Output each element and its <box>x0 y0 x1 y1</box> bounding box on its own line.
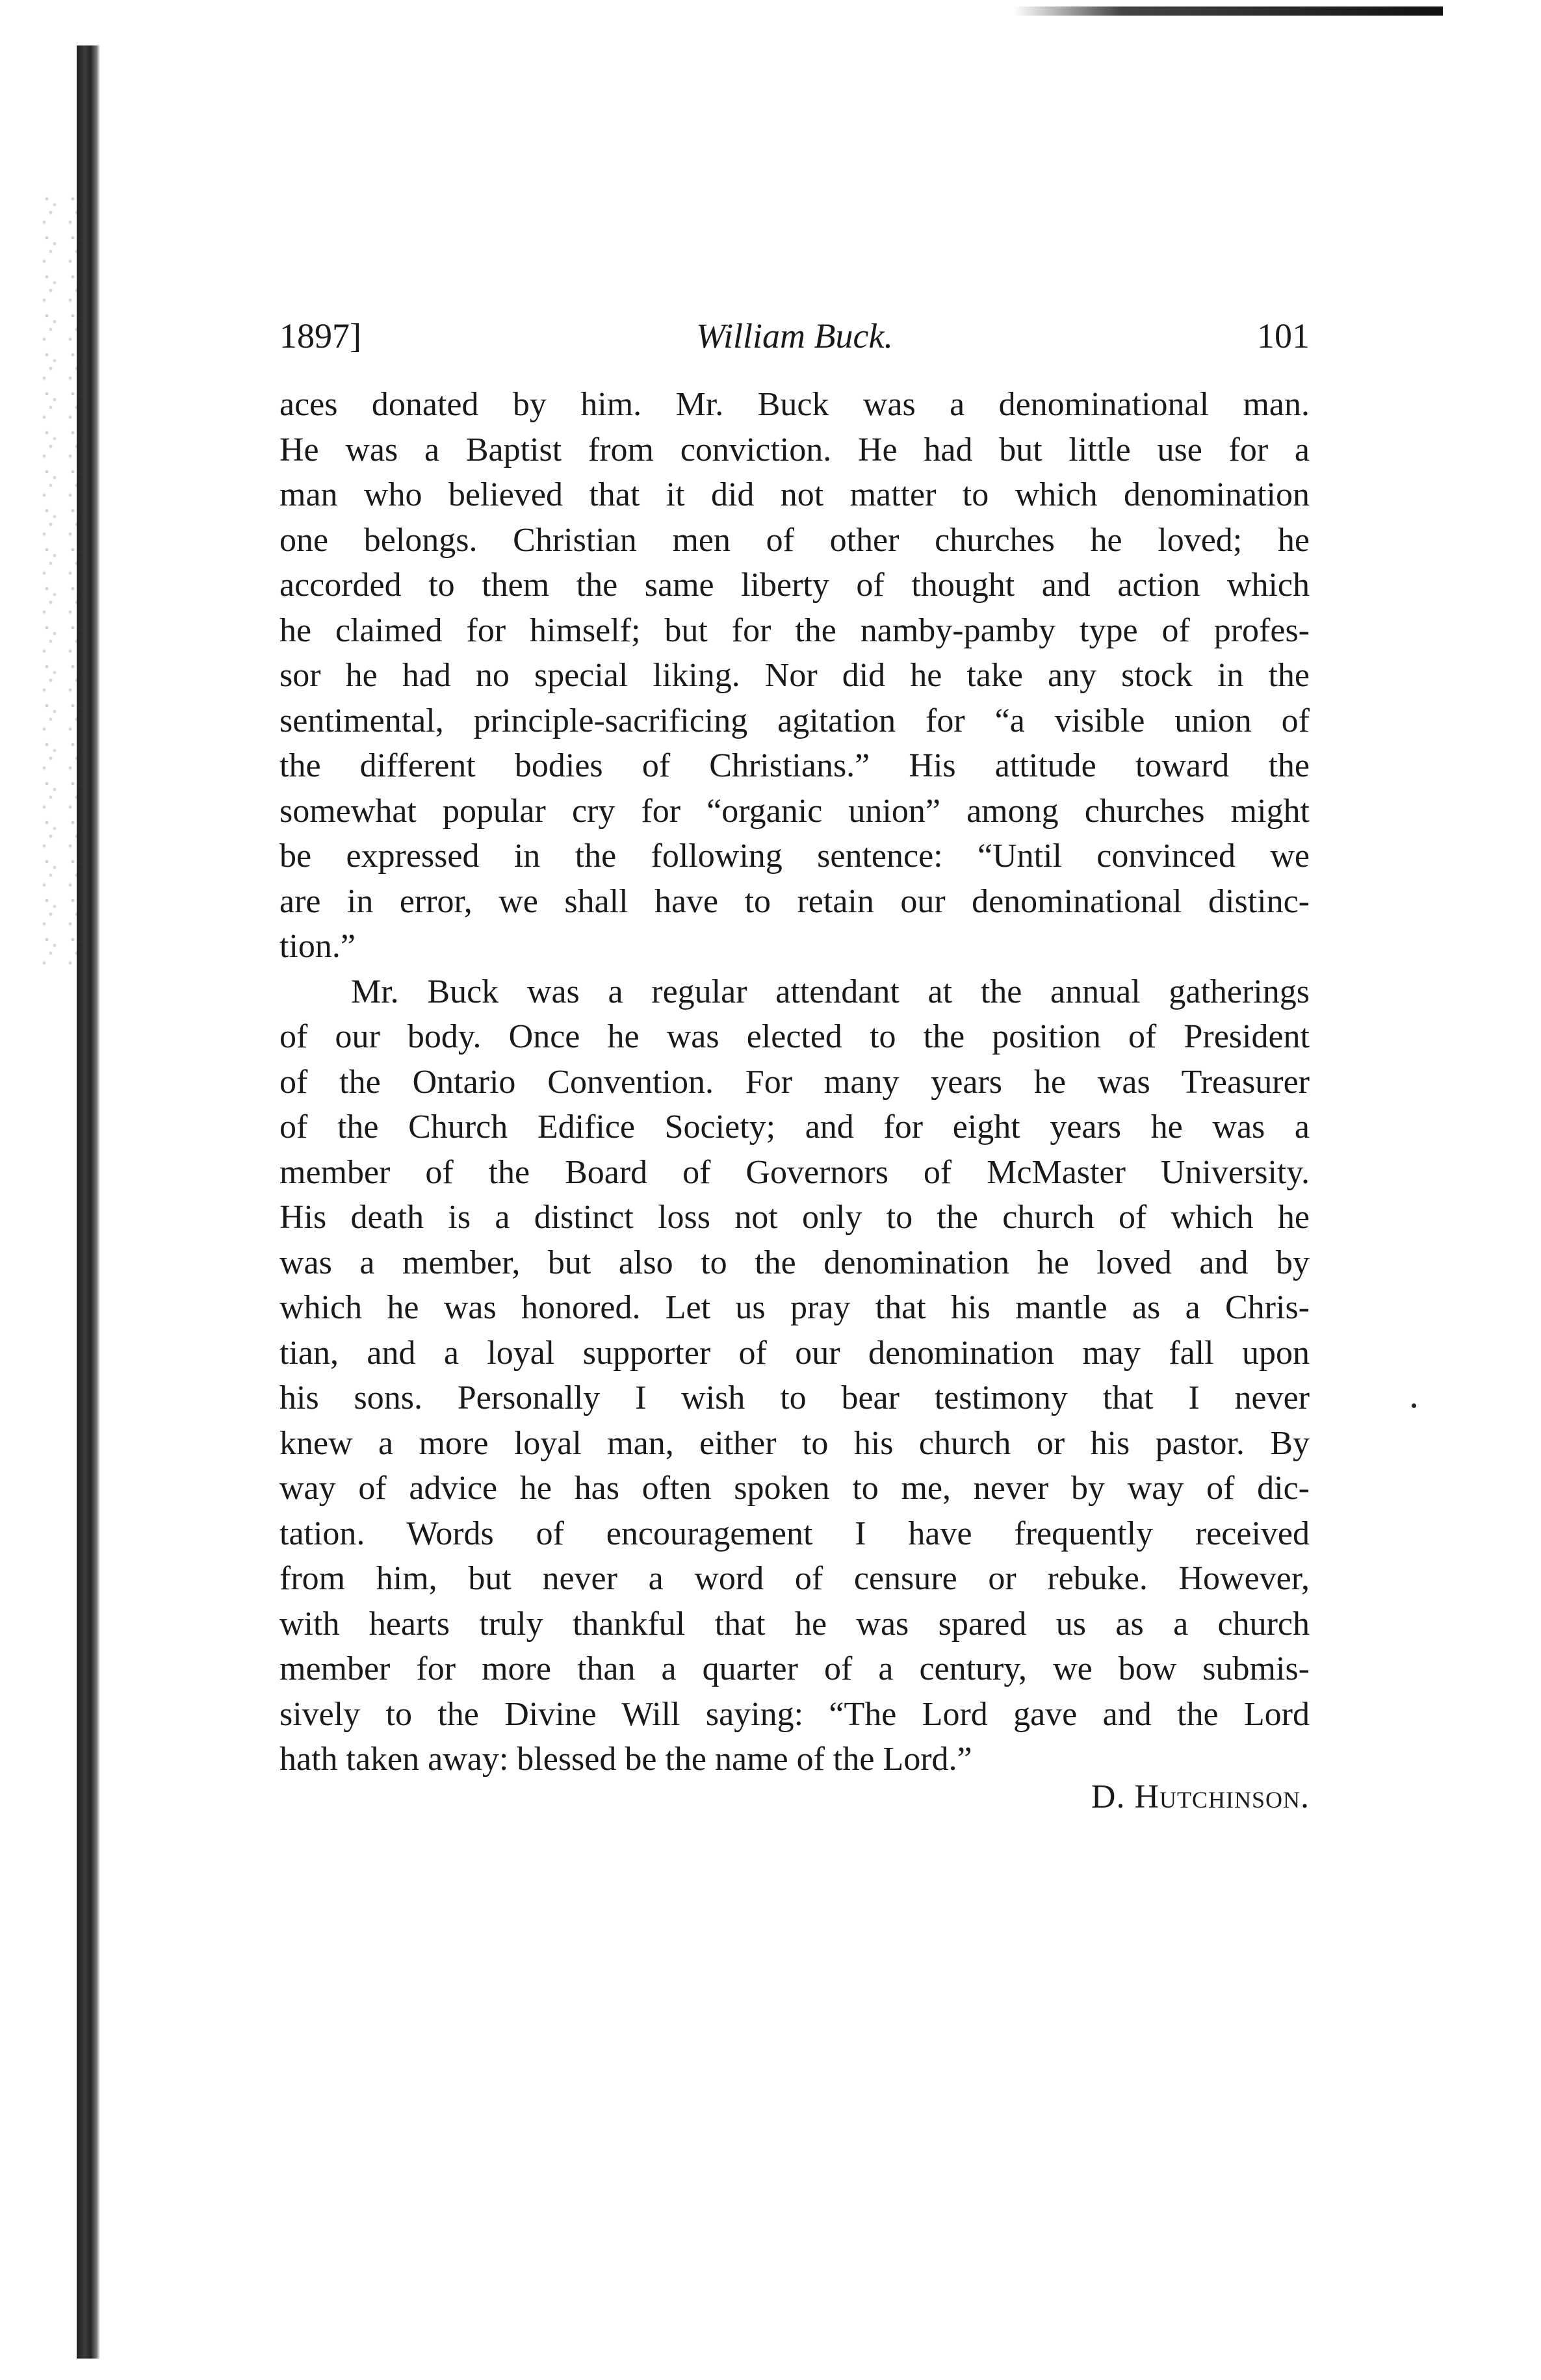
text-line: hath taken away: blessed be the name of the Lord.” <box>279 1741 972 1778</box>
text-line: sor he had no special liking. Nor did he take any stock in the <box>279 657 1310 694</box>
text-line: of the Church Edifice Society; and for eight years he was a <box>279 1108 1310 1145</box>
text-line: Mr. Buck was a regular attendant at the annual gatherings <box>351 973 1310 1010</box>
text-line: which he was honored. Let us pray that his mantle as a Chris- <box>279 1289 1310 1326</box>
text-line: way of advice he has often spoken to me, never by way of dic- <box>279 1470 1310 1507</box>
paragraph-2 <box>279 969 1310 1782</box>
text-line: man who believed that it did not matter to which denomination <box>279 476 1310 513</box>
running-head <box>279 307 1310 365</box>
text-line: His death is a distinct loss not only to the church of which he <box>279 1199 1310 1236</box>
scan-binding-edge <box>77 45 100 2359</box>
scan-stray-mark <box>1412 1403 1416 1408</box>
text-line: his sons. Personally I wish to bear testimony that I never <box>279 1379 1310 1416</box>
scan-top-rule <box>1014 6 1443 16</box>
paragraph-1 <box>279 382 1310 969</box>
text-line: tation. Words of encouragement I have frequently received <box>279 1515 1310 1552</box>
text-line: are in error, we shall have to retain our denominational distinc- <box>279 882 1310 920</box>
text-line: knew a more loyal man, either to his church or his pastor. By <box>279 1424 1310 1462</box>
text-line: He was a Baptist from conviction. He had but little use for a <box>279 431 1310 468</box>
text-line: sively to the Divine Will saying: “The Lord gave and the Lord <box>279 1695 1310 1733</box>
text-line: member for more than a quarter of a century, we bow submis- <box>279 1650 1310 1687</box>
text-line: one belongs. Christian men of other churches he loved; he <box>279 521 1310 559</box>
text-line: he claimed for himself; but for the namby-pamby type of profes- <box>279 611 1310 649</box>
text-line: accorded to them the same liberty of thought and action which <box>279 567 1310 604</box>
body-text <box>279 382 1310 1782</box>
text-line: the different bodies of Christians.” His attitude toward the <box>279 747 1310 784</box>
text-line: of the Ontario Convention. For many years he was Treasurer <box>279 1063 1310 1101</box>
text-line: was a member, but also to the denomination he loved and by <box>279 1244 1310 1281</box>
running-head-year: 1897] <box>279 316 361 355</box>
text-line: sentimental, principle-sacrificing agitation for “a visible union of <box>279 702 1310 739</box>
text-line: be expressed in the following sentence: “Until convinced we <box>279 838 1310 875</box>
running-head-title: William Buck. <box>696 316 893 355</box>
text-line: with hearts truly thankful that he was spared us as a church <box>279 1605 1310 1643</box>
text-line: aces donated by him. Mr. Buck was a denominational man. <box>279 386 1310 423</box>
text-line: tian, and a loyal supporter of our denomination may fall upon <box>279 1334 1310 1372</box>
text-line: tion.” <box>279 928 356 965</box>
author-signature: D. Hutchinson. <box>1091 1778 1310 1815</box>
text-line: member of the Board of Governors of McMaster University. <box>279 1153 1310 1191</box>
text-line: somewhat popular cry for “organic union” among churches might <box>279 792 1310 830</box>
text-line: from him, but never a word of censure or rebuke. However, <box>279 1560 1310 1597</box>
text-line: of our body. Once he was elected to the position of President <box>279 1018 1310 1055</box>
page-number: 101 <box>1257 316 1310 355</box>
